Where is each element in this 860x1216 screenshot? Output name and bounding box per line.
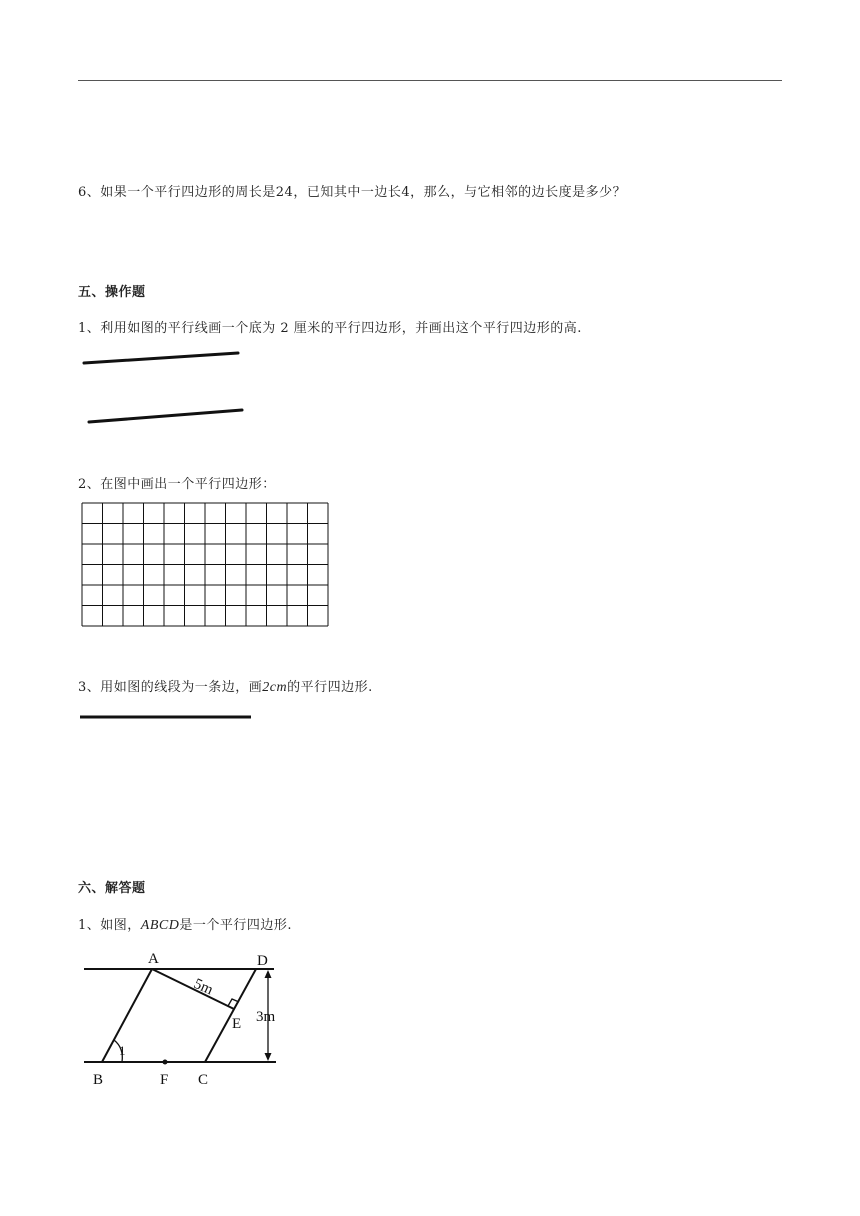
height-arrow-bottom: [265, 1053, 272, 1061]
parallelogram-figure: [0, 0, 300, 1100]
label-e: E: [232, 1016, 242, 1032]
point-f: [163, 1060, 168, 1065]
side-ab: [102, 969, 152, 1062]
label-d: D: [257, 953, 268, 969]
section-6-title: 六、解答题: [78, 881, 146, 896]
label-c: C: [198, 1072, 209, 1088]
section-5-title: 五、操作题: [78, 285, 146, 300]
label-angle-1: 1: [119, 1043, 126, 1058]
question-6: 6、如果一个平行四边形的周长是24，已知其中一边长4，那么，与它相邻的边长度是多少？: [78, 185, 627, 200]
label-a: A: [148, 951, 159, 967]
q3-prefix: 3、用如图的线段为一条边，画: [78, 680, 263, 695]
label-height: 3m: [256, 1009, 276, 1025]
label-ae-length: 5m: [191, 975, 216, 999]
section-5-question-2: 2、在图中画出一个平行四边形：: [78, 477, 276, 492]
q6-1-prefix: 1、如图，: [78, 918, 141, 933]
q3-suffix: 的平行四边形.: [287, 680, 373, 695]
q6-1-shape-name: ABCD: [140, 918, 180, 933]
label-f: F: [160, 1072, 169, 1088]
section-5-question-1: 1、利用如图的平行线画一个底为 2 厘米的平行四边形，并画出这个平行四边形的高.: [78, 321, 582, 336]
label-b: B: [93, 1072, 104, 1088]
height-arrow-top: [265, 970, 272, 978]
q3-length: 2cm: [262, 680, 288, 695]
q6-1-suffix: 是一个平行四边形.: [179, 918, 292, 933]
